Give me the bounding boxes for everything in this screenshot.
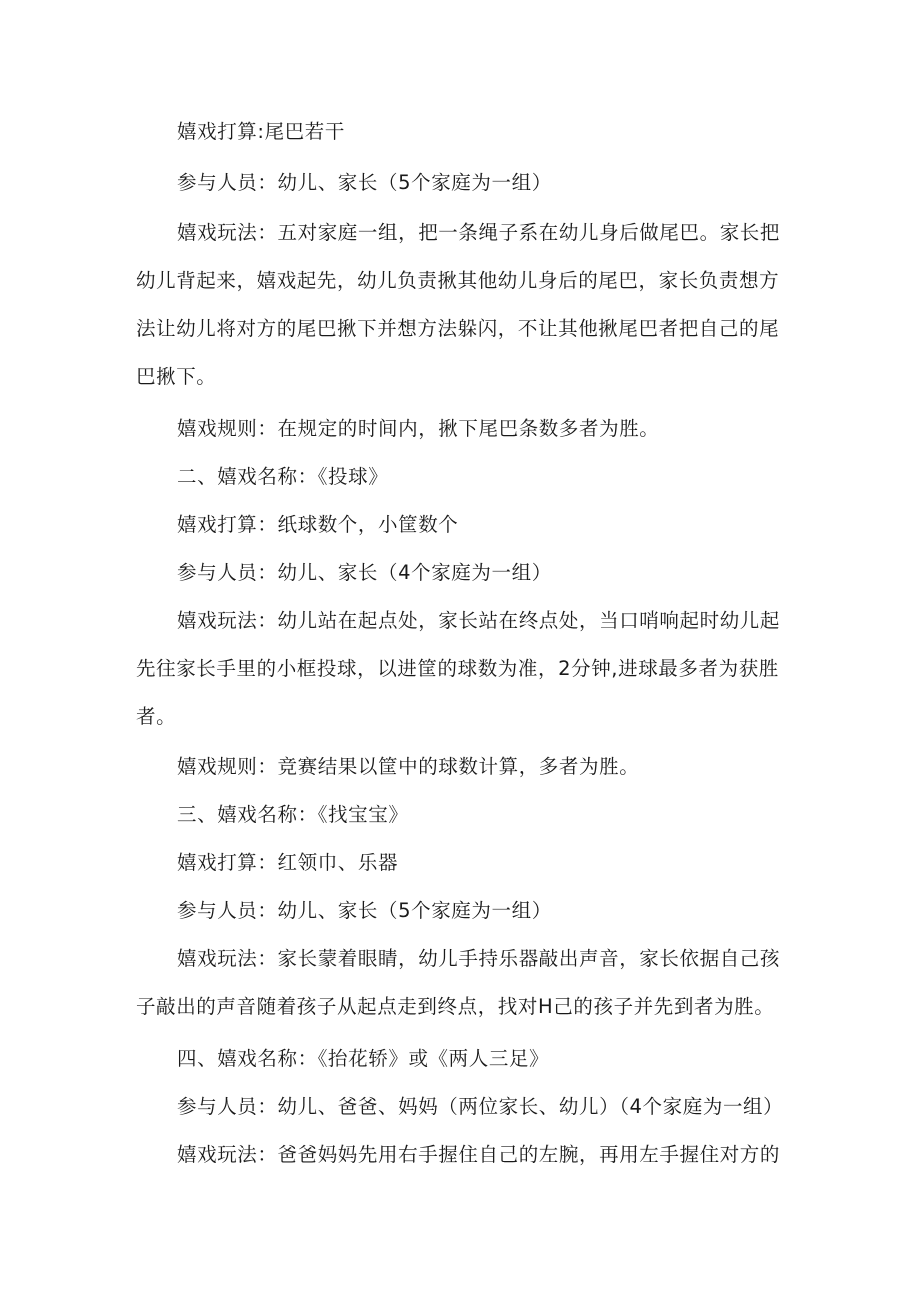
paragraph-play-4: 嬉戏玩法：爸爸妈妈先用右手握住自己的左腕，再用左手握住对方的: [177, 1143, 781, 1166]
section-heading-3: 三、嬉戏名称：《找宝宝》: [177, 803, 409, 826]
paragraph-participants-1: 参与人员：幼儿、家长（5个家庭为一组）: [177, 171, 552, 194]
paragraph-play-3: 嬉戏玩法：家长蒙着眼睛，幼儿手持乐器敲出声音，家长依据自己孩子敲出的声音随着孩子从起点走到终点，找对H己的孩子并先到者为胜。: [136, 947, 781, 1018]
paragraph-prep-2: 嬉戏打算：纸球数个，小筐数个: [177, 513, 459, 536]
paragraph-rules-2: 嬉戏规则：竞赛结果以筐中的球数计算，多者为胜。: [177, 755, 640, 778]
paragraph-participants-2: 参与人员：幼儿、家长（4个家庭为一组）: [177, 561, 552, 584]
paragraph-participants-4: 参与人员：幼儿、爸爸、妈妈（两位家长、幼儿）（4个家庭为一组）: [177, 1095, 784, 1118]
section-heading-2: 二、嬉戏名称：《投球》: [177, 465, 389, 488]
paragraph-prep-1: 嬉戏打算:尾巴若干: [177, 120, 345, 143]
paragraph-prep-3: 嬉戏打算：红领巾、乐器: [177, 851, 399, 874]
section-heading-4: 四、嬉戏名称：《抬花轿》或《两人三足》: [177, 1047, 550, 1070]
paragraph-play-2: 嬉戏玩法：幼儿站在起点处，家长站在终点处，当口哨响起时幼儿起先往家长手里的小框投球，以进筐的球数为准，2分钟,进球最多者为获胜者。: [136, 609, 781, 728]
paragraph-rules-1: 嬉戏规则：在规定的时间内，揪下尾巴条数多者为胜。: [177, 417, 660, 440]
paragraph-play-1: 嬉戏玩法：五对家庭一组，把一条绳子系在幼儿身后做尾巴。家长把幼儿背起来，嬉戏起先，幼儿负责揪其他幼儿身后的尾巴，家长负责想方法让幼儿将对方的尾巴揪下并想方法躲闪，不让其他揪尾巴者把自己的尾巴揪下。: [136, 221, 781, 388]
paragraph-participants-3: 参与人员：幼儿、家长（5个家庭为一组）: [177, 899, 552, 922]
